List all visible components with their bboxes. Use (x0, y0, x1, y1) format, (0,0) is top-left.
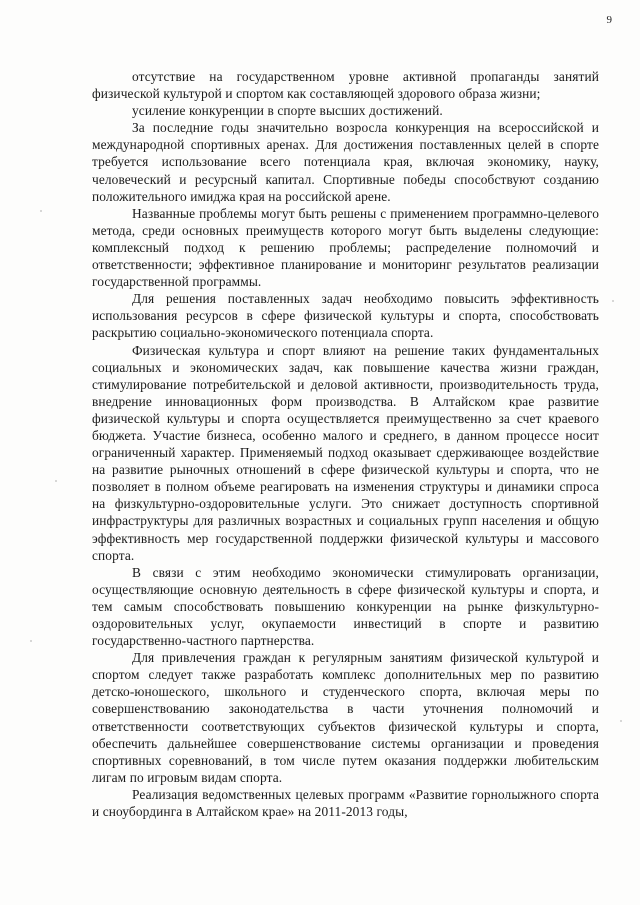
scan-speck (30, 640, 32, 642)
scan-speck (612, 300, 614, 302)
paragraph-7: В связи с этим необходимо экономически стимулировать организации, осуществляющие основную деятельность в сфере физической культуры и спорта, и тем самым способствовать повышению конкуренции на рынке физкультурно-оздоровительных услуг, окупаемости инвестиций в спорте и развитию государственно-частного партнерства. (92, 564, 599, 649)
body-text (92, 68, 599, 820)
scan-speck (620, 720, 622, 722)
paragraph-1: отсутствие на государственном уровне активной пропаганды занятий физической культурой и спортом как составляющей здорового образа жизни; (92, 69, 599, 102)
paragraph-6: Физическая культура и спорт влияют на решение таких фундаментальных социальных и экономических задач, как повышение качества жизни граждан, стимулирование потребительской и деловой активности, производительность труда, внедрение инновационных форм производства. В Алтайском крае развитие физической культуры и спорта осуществляется преимущественно за счет краевого бюджета. Участие бизнеса, особенно малого и среднего, в данном процессе носит ограниченный характер. Применяемый подход оказывает сдерживающее воздействие на развитие рыночных отношений в сфере физической культуры и спорта, что не позволяет в полном объеме реагировать на изменения структуры и динамики спроса на физкультурно-оздоровительные услуги. Это снижает доступность спортивной инфраструктуры для различных возрастных и социальных групп населения и общую эффективность мер государственной поддержки физической культуры и массового спорта. (92, 342, 599, 563)
scan-speck (40, 210, 42, 212)
paragraph-3: За последние годы значительно возросла конкуренция на всероссийской и международной спортивных аренах. Для достижения поставленных целей в спорте требуется использование всего потенциала края, включая экономику, науку, человеческий и ресурсный капитал. Спортивные победы способствуют созданию положительного имиджа края на российской арене. (92, 120, 599, 204)
paragraph-4: Названные проблемы могут быть решены с применением программно-целевого метода, среди основных преимуществ которого могут быть выделены следующие: комплексный подход к решению проблемы; распределение полномочий и ответственности; эффективное планирование и мониторинг результатов реализации государственной программы. (92, 205, 599, 290)
paragraph-8: Для привлечения граждан к регулярным занятиям физической культурой и спортом следует также разработать комплекс дополнительных мер по развитию детско-юношеского, школьного и студенческого спорта, включая меры по совершенствованию законодательства в части уточнения полномочий и ответственности соответствующих субъектов физической культуры и спорта, обеспечить дальнейшее совершенствование системы организации и проведения спортивных соревнований, в том числе путем оказания поддержки любительским лигам по игровым видам спорта. (92, 650, 599, 785)
paragraph-5: Для решения поставленных задач необходимо повысить эффективность использования ресурсов в сфере физической культуры и спорта, способствовать раскрытию социально-экономического потенциала спорта. (92, 291, 599, 341)
scan-speck (55, 480, 57, 482)
paragraph-2: усиление конкуренции в спорте высших достижений. (132, 103, 443, 119)
paragraph-9: Реализация ведомственных целевых программ «Развитие горнолыжного спорта и сноубординга в Алтайском крае» на 2011-2013 годы, (92, 786, 599, 820)
page-number: 9 (606, 14, 612, 26)
